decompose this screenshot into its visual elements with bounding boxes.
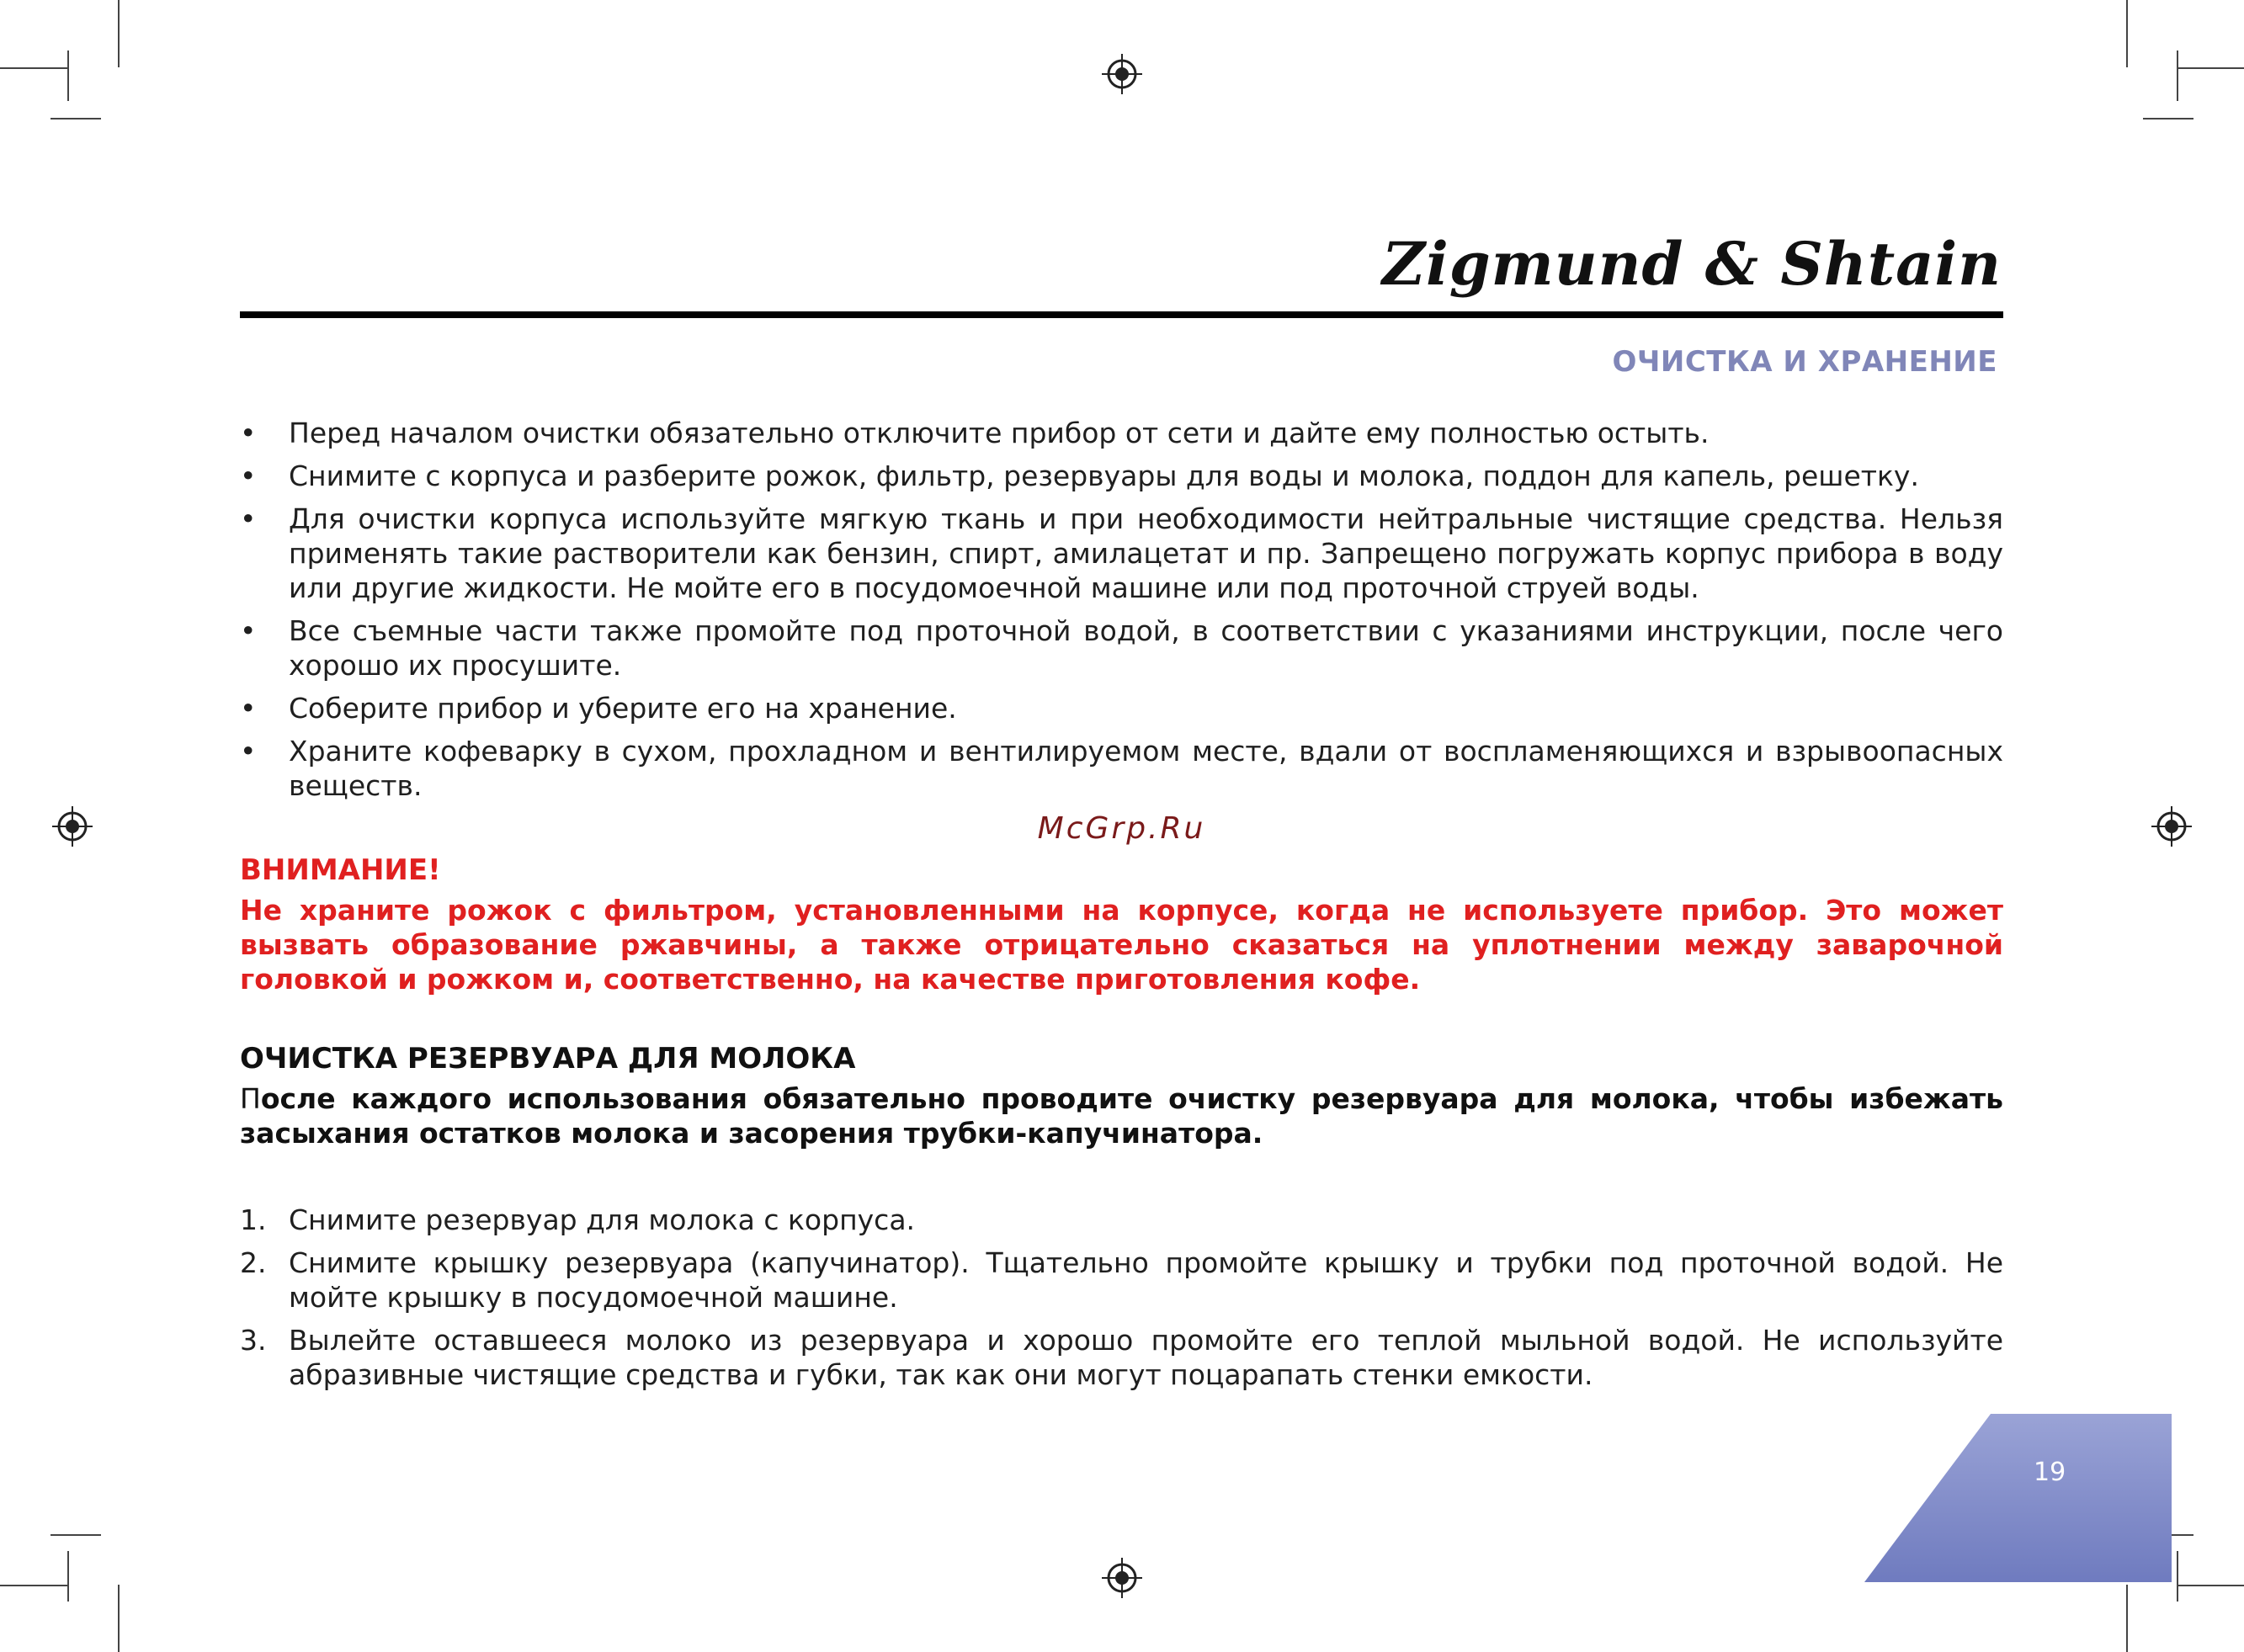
bullet-icon: • <box>240 459 257 492</box>
crop-mark <box>2143 118 2193 120</box>
crop-mark <box>0 67 67 69</box>
registration-mark-icon <box>2151 806 2192 847</box>
brand-logo: Zigmund & Shtain <box>1382 229 2002 299</box>
registration-mark-icon <box>1102 1558 1142 1598</box>
crop-mark <box>2177 50 2178 101</box>
milk-cleaning-steps <box>240 1203 2003 1392</box>
list-item: • Храните кофеварку в сухом, прохладном и вентилируемом месте, вдали от воспламеняющихся и взрывоопасных веществ. <box>240 735 2003 802</box>
bullet-icon: • <box>240 502 257 535</box>
list-item: 3. Вылейте оставшееся молоко из резервуара и хорошо промойте его теплой мыльной водой. Не используйте абразивные чистящие средства и губки, так как они могут поцарапать стенки емкости. <box>240 1324 2003 1391</box>
crop-mark <box>2126 1585 2128 1652</box>
crop-mark <box>2126 0 2128 67</box>
list-item: • Для очистки корпуса используйте мягкую ткань и при необходимости нейтральные чистящие средства. Нельзя применять такие растворители как бензин, спирт, амилацетат и пр. Запрещено погружать корпус прибора в воду или другие жидкости. Не мойте его в посудомоечной машине или под проточной струей воды. <box>240 502 2003 604</box>
bullet-icon: • <box>240 692 257 725</box>
warning-title: ВНИМАНИЕ! <box>240 853 441 887</box>
crop-mark <box>51 118 101 120</box>
cleaning-bullets <box>240 416 2003 803</box>
page-corner-decoration <box>1864 1414 2172 1582</box>
registration-mark-icon <box>52 806 93 847</box>
bullet-icon: • <box>240 614 257 647</box>
registration-mark-icon <box>1102 54 1142 94</box>
crop-mark <box>67 1551 69 1602</box>
list-item: 2. Снимите крышку резервуара (капучинатор). Тщательно промойте крышку и трубки под проточной водой. Не мойте крышку в посудомоечной машине. <box>240 1246 2003 1314</box>
crop-mark <box>51 1534 101 1536</box>
list-item: • Соберите прибор и уберите его на хранение. <box>240 692 957 725</box>
crop-mark <box>2177 1551 2178 1602</box>
page-content <box>240 416 2003 1400</box>
warning-text: Не храните рожок с фильтром, установленными на корпусе, когда не используете прибор. Это может вызвать образование ржавчины, а также отрицательно сказаться на уплотнении между заварочной головкой и рожком и, соответственно, на качестве приготовления кофе. <box>240 894 2003 996</box>
page-number: 19 <box>2034 1458 2066 1487</box>
list-item: • Все съемные части также промойте под проточной водой, в соответствии с указаниями инструкции, после чего хорошо их просушите. <box>240 614 2003 682</box>
list-item: 1. Снимите резервуар для молока с корпуса. <box>240 1203 916 1236</box>
step-number: 1. <box>240 1203 267 1236</box>
watermark: McGrp.Ru <box>1037 811 1206 846</box>
bullet-icon: • <box>240 735 257 768</box>
crop-mark <box>67 50 69 101</box>
bullet-icon: • <box>240 417 257 449</box>
milk-section-intro: После каждого использования обязательно проводите очистку резервуара для молока, чтобы избежать засыхания остатков молока и засорения трубки-капучинатора. <box>240 1082 2003 1150</box>
step-number: 2. <box>240 1246 267 1279</box>
crop-mark <box>118 0 120 67</box>
section-title: ОЧИСТКА И ХРАНЕНИЕ <box>1612 345 1997 379</box>
crop-mark <box>2177 1585 2244 1586</box>
crop-mark <box>2177 67 2244 69</box>
list-item: • Перед началом очистки обязательно отключите прибор от сети и дайте ему полностью остыть. <box>240 417 1710 449</box>
header-divider <box>240 311 2003 318</box>
step-number: 3. <box>240 1324 267 1357</box>
list-item: • Снимите с корпуса и разберите рожок, фильтр, резервуары для воды и молока, поддон для капель, решетку. <box>240 459 1919 492</box>
milk-section-title: ОЧИСТКА РЕЗЕРВУАРА ДЛЯ МОЛОКА <box>240 1042 856 1076</box>
crop-mark <box>0 1585 67 1586</box>
crop-mark <box>118 1585 120 1652</box>
